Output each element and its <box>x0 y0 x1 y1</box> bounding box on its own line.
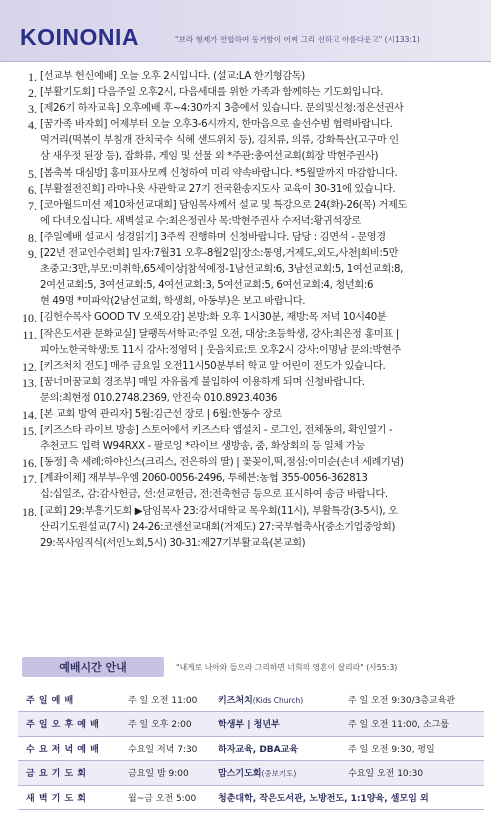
notice-item <box>22 198 480 230</box>
notice-text: [꿈너머꿈교회 경조부] 매일 자유롭게 불입하여 이용하게 되며 신청바랍니다. 문의:최현정 010.2748.2369, 안진숙 010.8923.4036 <box>40 376 365 404</box>
notice-text: [부활절전진회] 라마나욧 사관학교 27기 전국환송지도사 교육이 30-31에 있습니다. <box>40 183 396 195</box>
worship-verse: "내게로 나아와 들으라 그리하면 너희의 영혼이 살리라" (사55:3) <box>176 663 398 672</box>
service-name: 주 일 오 후 예 배 <box>18 712 128 737</box>
notice-number: 14. <box>22 407 37 422</box>
ministry-name <box>218 736 348 761</box>
service-time: 월~금 오전 5:00 <box>128 785 218 810</box>
ministry-time: 주 일 오전 11:00, 소그룹 <box>348 712 484 737</box>
service-time: 수요일 저녁 7:30 <box>128 736 218 761</box>
notice-number: 16. <box>22 456 37 471</box>
notice-text: [계좌이체] 재부부-우엠 2060-0056-2496, 투헤븐:농협 355-0056-362813 십:십일조, 감:감사헌금, 선:선교헌금, 전:전축헌금 등으로 표시하여 송금 바랍니다. <box>40 473 388 501</box>
ministry-time: 주 일 오전 9:30/3층교육관 <box>348 687 484 712</box>
notice-text: [선교부 헌신예배] 오늘 오후 2시입니다. (설교:LA 한기형감독) <box>40 71 305 82</box>
schedule-row <box>18 712 484 737</box>
service-name: 주 일 예 배 <box>18 687 128 712</box>
notice-text: [꿈가족 바자회] 어제부터 오늘 오후3-6시까지, 한마음으로 솔선수범 협력바랍니다. 먹거리(떡볶이 부침개 잔치국수 식혜 샌드위치 등), 김치류, 의류, 강화특산(고구마 인 삼 새우젓 된장 등), 잡화류, 게임 및 선물 외 *주관:총여선교회(회장 박현주권사) <box>40 119 399 163</box>
notice-number: 8. <box>28 230 37 245</box>
notice-number: 1. <box>28 70 37 84</box>
notice-number: 9. <box>28 247 37 262</box>
notice-text: [동정] 축 세례:하야신스(크리스, 전은하의 딸) | 꽃꽂이,떡,점심:이미순(손녀 세례기념) <box>40 457 404 469</box>
notice-item <box>22 407 480 423</box>
notice-number: 2. <box>28 86 37 101</box>
koinonia-logo: KOINONIA <box>20 24 139 50</box>
notice-number: 5. <box>28 166 37 181</box>
header-verse: "보라 형제가 연합하여 동거함이 어찌 그리 선하고 아름다운고" (시133:1) <box>175 35 420 44</box>
notice-text: [코아월드미션 제10차선교대회] 담임목사께서 설교 및 특강으로 24(화)-26(목) 거제도 에 다녀오십니다. 새벽설교 수:최은정권사 목:박현주권사 수저녁:황귀석장로 <box>40 199 407 227</box>
notice-item <box>22 375 480 407</box>
notice-item <box>22 504 480 552</box>
notice-text: [주일예배 설교시 성경읽기] 3주씩 진행하며 신청바랍니다. 담당 : 김면석 - 문영경 <box>40 231 386 243</box>
notice-item <box>22 166 480 182</box>
notice-text: [작은도서관 문화교실] 달팽독서학교:주일 오전, 대상:초등학생, 강사:최은정 홍미표 | 피아노한국학생:토 11시 강사:정영덕 | 웃음치료:토 오후2시 강사:이명남 문의:박현주 <box>40 328 401 356</box>
notice-number: 18. <box>22 504 37 519</box>
notice-item <box>22 117 480 165</box>
worship-schedule-table <box>18 687 484 810</box>
notice-number: 3. <box>28 102 37 117</box>
notice-text: [키즈스타 라이브 방송] 스토어에서 키즈스타 앱설치 - 로그인, 전체동의, 확인열기 - 추천코드 입력 W94RXX - 팔로잉 *라이브 생방송, 줌, 화상회의 등 일체 가능 <box>40 425 393 453</box>
notice-text: [본 교회 방역 관리자] 5월:김근선 장로 | 6월:한동수 장로 <box>40 408 282 420</box>
ministry-name <box>218 712 348 737</box>
notice-item <box>22 101 480 117</box>
schedule-row <box>18 785 484 810</box>
service-name: 수 요 저 녁 예 배 <box>18 736 128 761</box>
bulletin-header <box>0 0 491 62</box>
service-time: 금요일 밤 9:00 <box>128 761 218 786</box>
notice-item <box>22 310 480 326</box>
service-name: 금 요 기 도 회 <box>18 761 128 786</box>
service-name: 새 벽 기 도 회 <box>18 785 128 810</box>
notice-text: [봄축복 대심방] 홍미표사모께 신청하여 미리 약속바랍니다. *5월말까지 마감합니다. <box>40 167 398 179</box>
schedule-row <box>18 687 484 712</box>
notice-number: 17. <box>22 472 37 487</box>
ministry-sublabel: (중보기도) <box>261 769 297 779</box>
ministry-name <box>218 687 348 712</box>
schedule-row <box>18 736 484 761</box>
notice-item <box>22 85 480 101</box>
ministry-label: 청춘대학, 작은도서관, 노방전도, 1:1양육, 셀모임 외 <box>218 793 429 804</box>
ministry-name <box>218 761 348 786</box>
notice-item <box>22 246 480 310</box>
notice-item <box>22 471 480 503</box>
notice-number: 4. <box>28 118 37 133</box>
notice-item <box>22 69 480 85</box>
notice-number: 11. <box>22 327 37 342</box>
notice-text: [22년 전교인수련회] 일자:7월31 오후-8월2일|장소:통영,거제도,외도,사천|회비:5만 초중고:3만,부모:미취학,65세이상|참석예정-1남선교회:6, 3남선교회:5, 1여선교회:8, 2여선교회:5, 3여선교회:5, 4여선교회:3, 5여선교회:5, 6여선교회:4, 청년회:6 현 49명 *미파악(2남선교회, 학생회, 아동부)은 보고 바랍니다. <box>40 248 403 308</box>
notice-text: [김헌수목사 GOOD TV 오색오감] 본방:화 오후 1시30분, 재방:목 저녁 10시40분 <box>40 312 387 324</box>
ministry-label: 맘스기도회 <box>218 769 262 780</box>
ministry-time: 수요일 오전 10:30 <box>348 761 484 786</box>
ministry-label: 하자교육, DBA교육 <box>218 744 299 755</box>
notice-number: 12. <box>22 359 37 374</box>
notice-text: [제26기 하자교육] 오후예배 후~4:30까지 3층에서 있습니다. 문의및신청:정은선권사 <box>40 103 404 115</box>
notice-item <box>22 423 480 455</box>
notice-number: 10. <box>22 311 37 326</box>
ministry-label: 키즈처치 <box>218 695 253 706</box>
notice-item <box>22 230 480 246</box>
notice-item <box>22 182 480 198</box>
ministry-name <box>218 785 484 810</box>
ministry-label: 학생부 | 청년부 <box>218 720 280 731</box>
service-time: 주 일 오전 11:00 <box>128 687 218 712</box>
schedule-row <box>18 761 484 786</box>
notice-item <box>22 359 480 375</box>
notice-text: [부활기도회] 다음주일 오후2시, 다음세대를 위한 가족과 함께하는 기도회입니다. <box>40 87 384 99</box>
notice-text: [키즈처치 전도] 매주 금요일 오전11시50분부터 학교 앞 어린이 전도가 있습니다. <box>40 360 386 372</box>
notice-number: 13. <box>22 375 37 390</box>
notice-item <box>22 455 480 471</box>
ministry-sublabel: (Kids Church) <box>252 695 304 705</box>
ministry-time: 주 일 오전 9:30, 평일 <box>348 736 484 761</box>
notice-number: 6. <box>28 182 37 197</box>
notice-list <box>22 69 480 552</box>
worship-section-title: 예배시간 안내 <box>22 657 164 677</box>
notice-item <box>22 327 480 359</box>
service-time: 주 일 오후 2:00 <box>128 712 218 737</box>
notice-number: 7. <box>28 198 37 213</box>
notice-text: [교회] 29:부흥기도회 ▶담임목사 23:강서대학교 목우회(11시), 부활특강(3-5시), 오 산리기도원설교(7시) 24-26:코센선교대회(거제도) 27:국부협축사(중소기업중앙회) 29:목사임직식(서인노회,5시) 30-31:제27기부활교육(본교회) <box>40 505 398 549</box>
notice-number: 15. <box>22 424 37 439</box>
